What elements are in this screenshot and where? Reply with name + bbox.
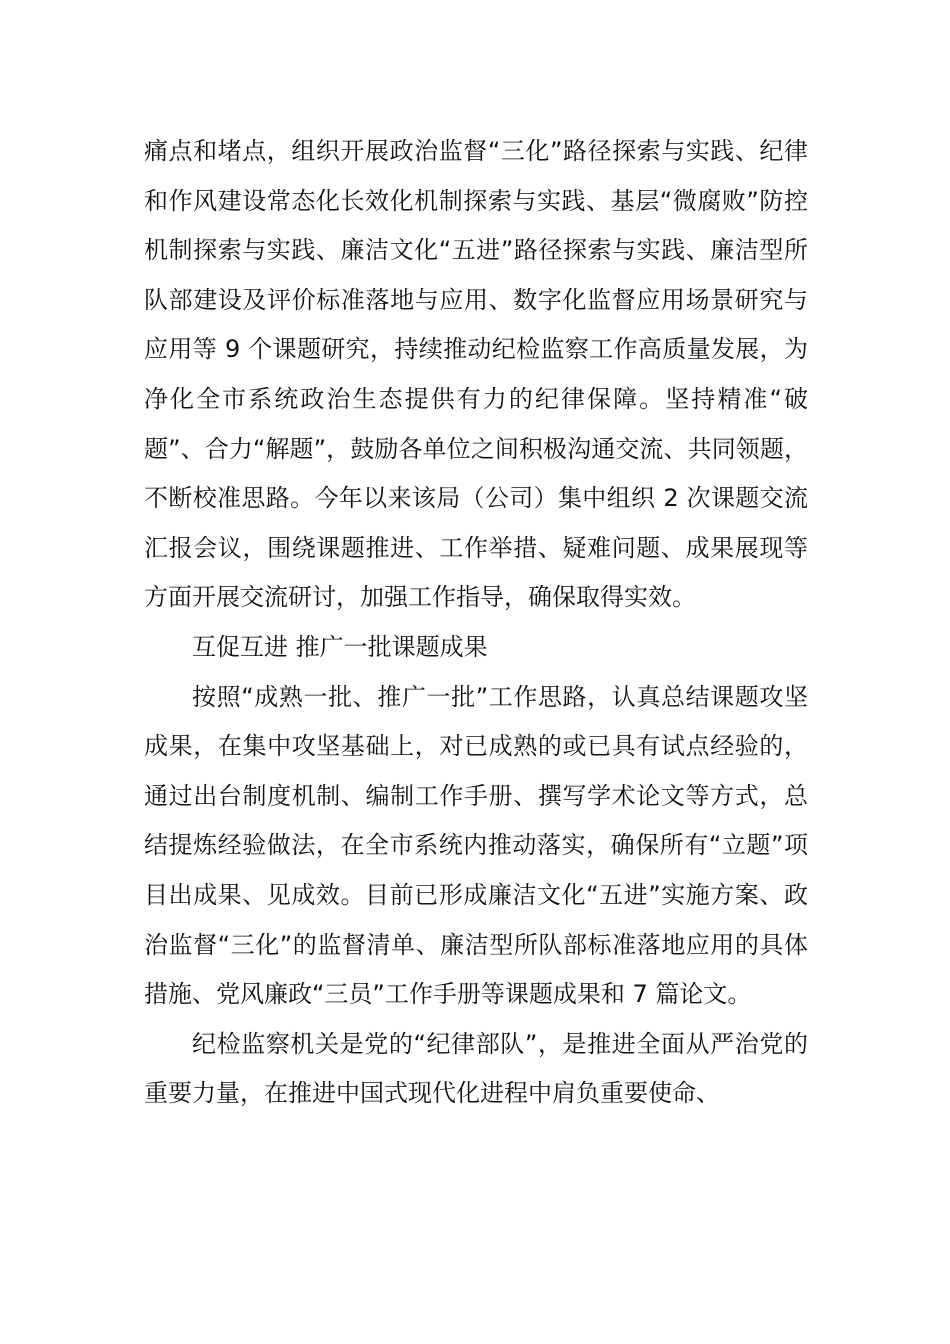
paragraph: 按照“成熟一批、推广一批”工作思路，认真总结课题攻坚成果，在集中攻坚基础上，对已成熟的或已具有试点经验的，通过出台制度机制、编制工作手册、撰写学术论文等方式，总结提炼经验做法，在全市系统内推动落实，确保所有“立题”项目出成果、见成效。目前已形成廉洁文化“五进”实施方案、政治监督“三化”的监督清单、廉洁型所队部标准落地应用的具体措施、党风廉政“三员”工作手册等课题成果和 7 篇论文。 bbox=[144, 682, 808, 1009]
paragraph-continued: 痛点和堵点，组织开展政治监督“三化”路径探索与实践、纪律和作风建设常态化长效化机制探索与实践、基层“微腐败”防控机制探索与实践、廉洁文化“五进”路径探索与实践、廉洁型所队部建设及评价标准落地与应用、数字化监督应用场景研究与应用等 9 个课题研究，持续推动纪检监察工作高质量发展，为净化全市系统政治生态提供有力的纪律保障。坚持精准“破题”、合力“解题”，鼓励各单位之间积极沟通交流、共同领题，不断校准思路。今年以来该局（公司）集中组织 2 次课题交流汇报会议，围绕课题推进、工作举措、疑难问题、成果展现等方面开展交流研讨，加强工作指导，确保取得实效。 bbox=[144, 137, 808, 612]
document-body bbox=[144, 127, 808, 1119]
section-heading: 互促互进 推广一批课题成果 bbox=[192, 632, 488, 661]
paragraph: 纪检监察机关是党的“纪律部队”，是推进全面从严治党的重要力量，在推进中国式现代化进程中肩负重要使命、 bbox=[144, 1029, 808, 1108]
